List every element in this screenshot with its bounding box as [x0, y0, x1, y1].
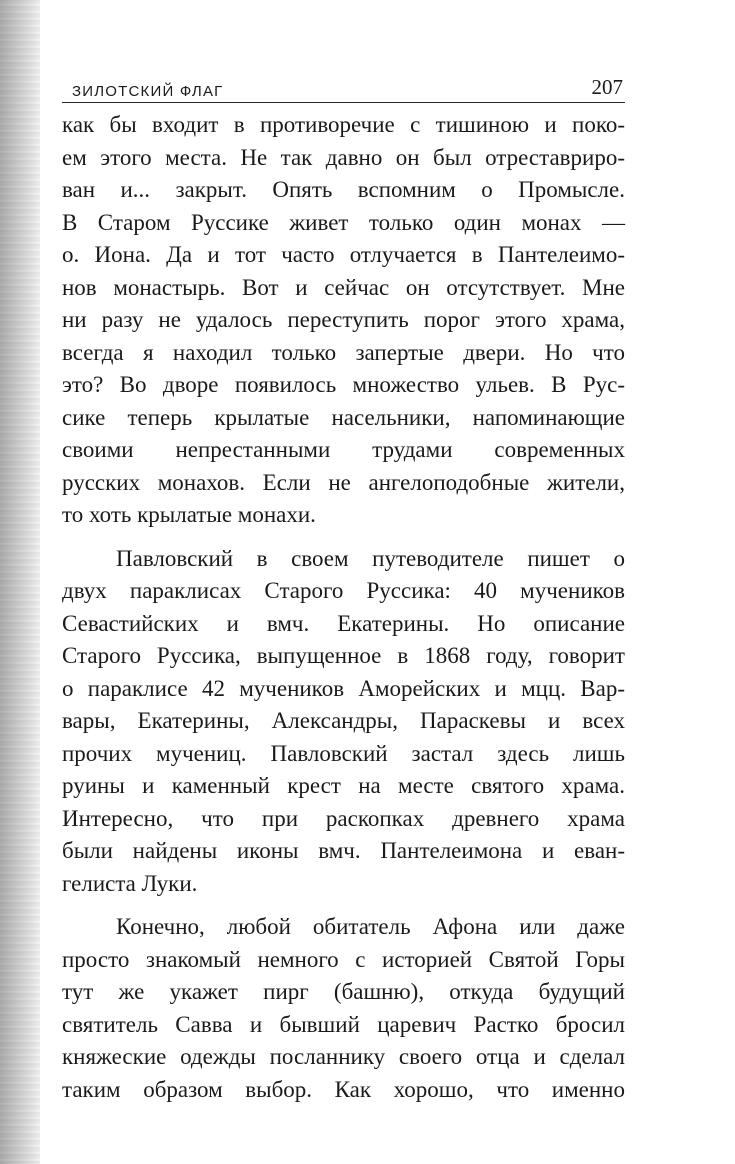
text-line: своими непрестанными трудами современных: [62, 437, 625, 462]
text-line: сике теперь крылатые насельники, напоминающие: [62, 404, 625, 430]
text-line: русских монахов. Если не ангелоподобные жители,: [62, 469, 625, 495]
text-line: это? Во дворе появилось множество ульев. В Рус-: [62, 372, 625, 397]
paragraph-gap: [62, 532, 625, 543]
paragraph-3: [62, 911, 625, 1106]
body-text: [62, 109, 625, 1106]
text-line: святитель Савва и бывший царевич Растко бросил: [62, 1011, 625, 1037]
text-line-first: Павловский в своем путеводителе пишет о: [116, 545, 625, 571]
text-line: просто знакомый немного с историей Святой Горы: [62, 946, 625, 972]
text-line: прочих мучениц. Павловский застал здесь лишь: [62, 740, 625, 766]
text-line: гелиста Луки.: [62, 870, 198, 896]
text-line: нов монастырь. Вот и сейчас он отсутствует. Мне: [62, 274, 625, 300]
text-line: руины и каменный крест на месте святого храма.: [62, 773, 625, 798]
running-title: ЗИЛОТСКИЙ ФЛАГ: [72, 83, 224, 100]
text-line: двух параклисах Старого Руссика: 40 мучеников: [62, 578, 625, 603]
running-header: [62, 70, 625, 103]
text-line: княжеские одежды посланнику своего отца и сделал: [62, 1044, 625, 1069]
text-line: были найдены иконы вмч. Пантелеимона и еван-: [62, 838, 625, 863]
text-line: ни разу не удалось переступить порог этого храма,: [62, 307, 625, 332]
paragraph-1: [62, 109, 625, 532]
text-line: Старого Руссика, выпущенное в 1868 году, говорит: [62, 643, 625, 668]
text-line: вары, Екатерины, Александры, Параскевы и всех: [62, 708, 625, 733]
text-line: ем этого места. Не так давно он был отреставриро-: [62, 144, 625, 170]
text-line: Интересно, что при раскопках древнего храма: [62, 805, 625, 831]
text-line-first: Конечно, любой обитатель Афона или даже: [116, 914, 625, 939]
text-line: всегда я находил только запертые двери. Но что: [62, 339, 625, 365]
text-line: то хоть крылатые монахи.: [62, 502, 316, 527]
paragraph-gap: [62, 900, 625, 911]
scan-shadow-edge: [0, 0, 40, 1164]
text-line: таким образом выбор. Как хорошо, что именно: [62, 1076, 625, 1102]
text-line: как бы входит в противоречие с тишиною и поко-: [62, 112, 625, 137]
text-line: о. Иона. Да и тот часто отлучается в Пантелеимо-: [62, 242, 625, 267]
text-line: В Старом Руссике живет только один монах —: [62, 209, 625, 235]
text-line: Севастийских и вмч. Екатерины. Но описание: [62, 610, 625, 636]
text-line: о параклисе 42 мучеников Аморейских и мцц. Вар-: [62, 675, 625, 701]
text-line: ван и... закрыт. Опять вспомним о Промысле.: [62, 177, 625, 202]
book-page: [62, 70, 625, 1106]
text-line: тут же укажет пирг (башню), откуда будущий: [62, 979, 625, 1004]
page-number: 207: [591, 75, 623, 99]
paragraph-2: [62, 543, 625, 901]
